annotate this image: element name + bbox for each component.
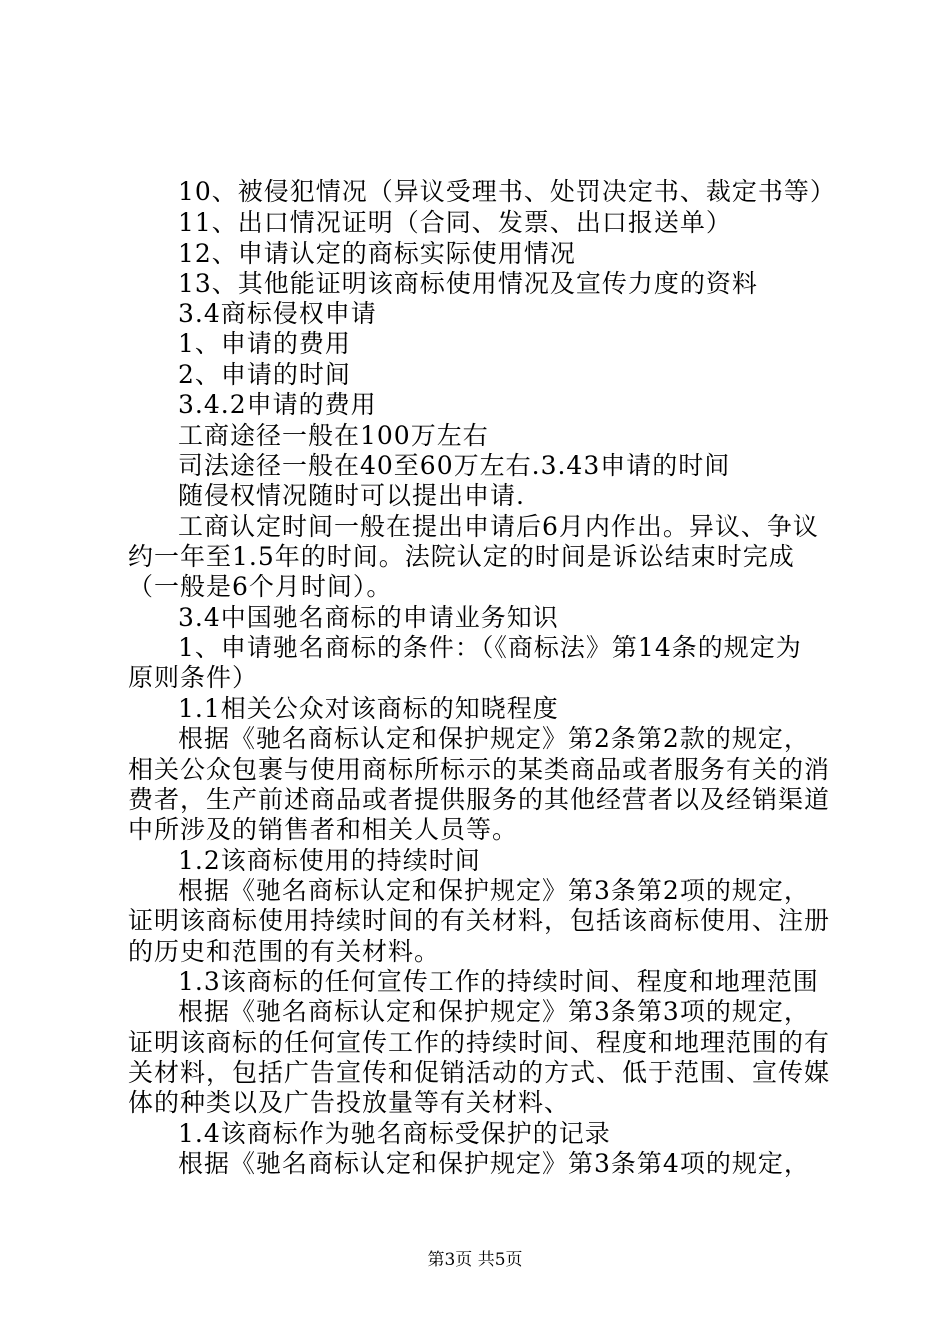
text-line: 12、申请认定的商标实际使用情况 bbox=[178, 239, 576, 268]
text-line: 费者，生产前述商品或者提供服务的其他经营者以及经销渠道 bbox=[128, 785, 831, 814]
text-line: 3.4中国驰名商标的申请业务知识 bbox=[178, 603, 559, 632]
text-line: 中所涉及的销售者和相关人员等。 bbox=[128, 815, 519, 844]
text-line: 体的种类以及广告投放量等有关材料、 bbox=[128, 1088, 571, 1117]
text-line: 相关公众包裹与使用商标所标示的某类商品或者服务有关的消 bbox=[128, 755, 831, 784]
text-line: 1.3该商标的任何宣传工作的持续时间、程度和地理范围 bbox=[178, 967, 819, 996]
text-line: 工商认定时间一般在提出申请后6月内作出。异议、争议 bbox=[178, 512, 819, 541]
text-line: 10、被侵犯情况（异议受理书、处罚决定书、裁定书等） bbox=[178, 177, 836, 206]
text-line: 关材料，包括广告宣传和促销活动的方式、低于范围、宣传媒 bbox=[128, 1058, 831, 1087]
text-line: 证明该商标的任何宣传工作的持续时间、程度和地理范围的有 bbox=[128, 1028, 831, 1057]
text-line: 司法途径一般在40至60万左右.3.43申请的时间 bbox=[178, 451, 731, 480]
text-line: 1.1相关公众对该商标的知晓程度 bbox=[178, 694, 559, 723]
text-line: 3.4商标侵权申请 bbox=[178, 299, 377, 328]
page-footer: 第3页 共5页 bbox=[427, 1250, 523, 1270]
text-line: 根据《驰名商标认定和保护规定》第2条第2款的规定， bbox=[178, 724, 810, 753]
text-line: 13、其他能证明该商标使用情况及宣传力度的资料 bbox=[178, 269, 758, 298]
text-line: 证明该商标使用持续时间的有关材料，包括该商标使用、注册 bbox=[128, 906, 831, 935]
text-line: 随侵权情况随时可以提出申请. bbox=[178, 481, 525, 510]
text-line: 根据《驰名商标认定和保护规定》第3条第3项的规定， bbox=[178, 997, 810, 1026]
text-line: 约一年至1.5年的时间。法院认定的时间是诉讼结束时完成 bbox=[128, 542, 795, 571]
text-line: 1.2该商标使用的持续时间 bbox=[178, 846, 481, 875]
text-line: 3.4.2申请的费用 bbox=[178, 390, 377, 419]
text-line: 1.4该商标作为驰名商标受保护的记录 bbox=[178, 1119, 611, 1148]
text-line: 2、申请的时间 bbox=[178, 360, 351, 389]
text-line: 原则条件） bbox=[128, 663, 259, 692]
text-line: 11、出口情况证明（合同、发票、出口报送单） bbox=[178, 208, 732, 237]
text-line: （一般是6个月时间）。 bbox=[128, 572, 393, 601]
text-line: 1、申请的费用 bbox=[178, 329, 351, 358]
text-line: 的历史和范围的有关材料。 bbox=[128, 937, 441, 966]
text-line: 根据《驰名商标认定和保护规定》第3条第4项的规定， bbox=[178, 1149, 810, 1178]
text-line: 根据《驰名商标认定和保护规定》第3条第2项的规定， bbox=[178, 876, 810, 905]
text-line: 1、申请驰名商标的条件：（《商标法》第14条的规定为 bbox=[178, 633, 802, 662]
text-line: 工商途径一般在100万左右 bbox=[178, 421, 489, 450]
